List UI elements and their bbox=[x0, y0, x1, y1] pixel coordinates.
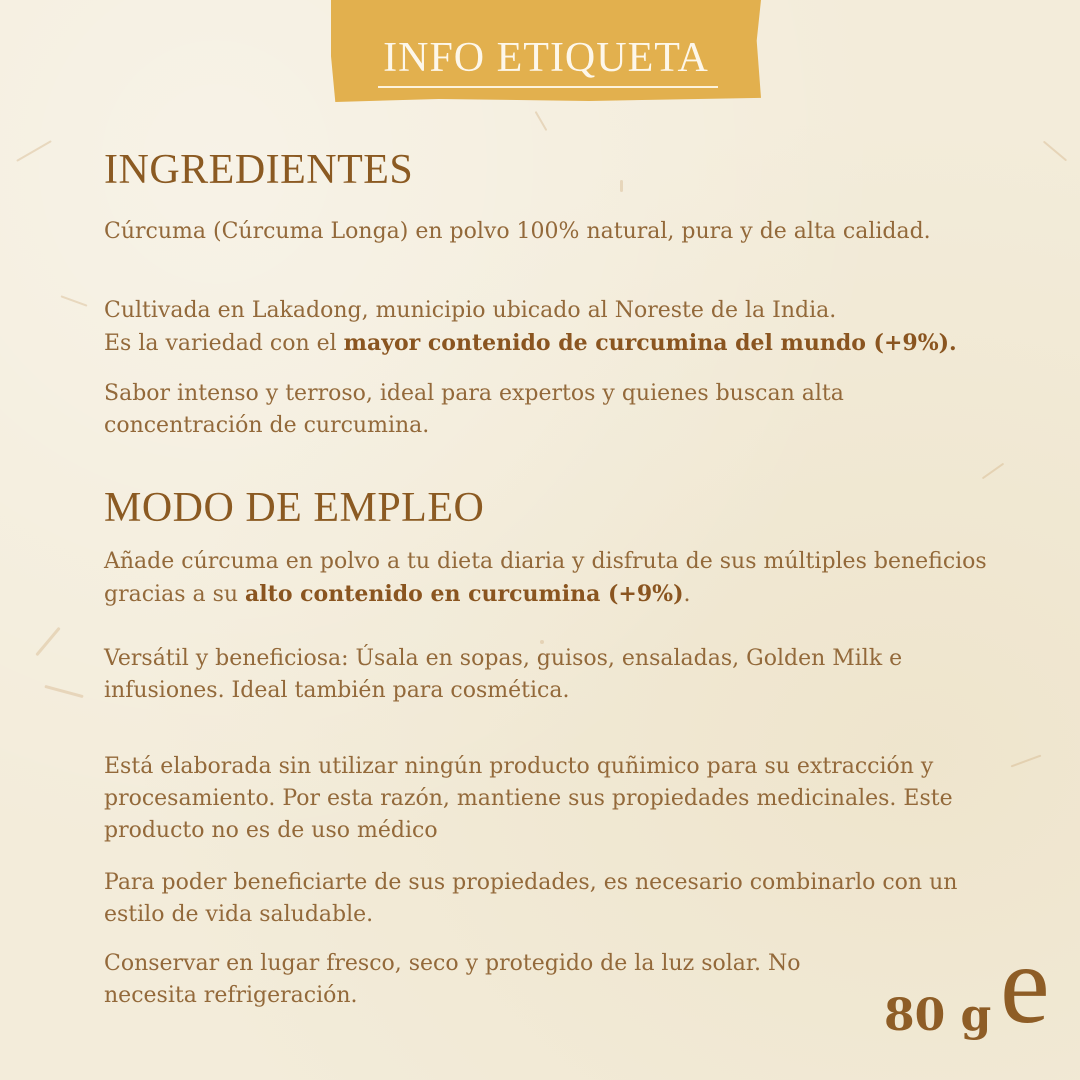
banner-underline bbox=[378, 86, 718, 88]
usage-p2-line2: infusiones. Ideal también para cosmética. bbox=[104, 678, 570, 703]
usage-p1-line2-pre: gracias a su bbox=[104, 582, 246, 607]
usage-p3-line1: Está elaborada sin utilizar ningún producto quñimico para su extracción y bbox=[104, 754, 934, 779]
paper-fiber bbox=[1043, 141, 1067, 162]
usage-paragraph-4 bbox=[104, 867, 957, 931]
usage-p1-line1: Añade cúrcuma en polvo a tu dieta diaria y disfruta de sus múltiples beneficios bbox=[104, 549, 987, 574]
ingredients-heading: INGREDIENTES bbox=[104, 147, 414, 193]
ingredients-paragraph-3 bbox=[104, 378, 844, 442]
usage-p1-line2-post: . bbox=[683, 582, 691, 607]
paper-fiber bbox=[35, 627, 60, 657]
usage-p4-line1: Para poder beneficiarte de sus propiedades, es necesario combinarlo con un bbox=[104, 870, 958, 895]
usage-p5-line1: Conservar en lugar fresco, seco y protegido de la luz solar. No bbox=[104, 951, 801, 976]
usage-p3-line2: procesamiento. Por esta razón, mantiene sus propiedades medicinales. Este bbox=[104, 786, 953, 811]
paper-fiber bbox=[44, 685, 83, 698]
paper-fiber bbox=[535, 111, 548, 131]
usage-paragraph-5 bbox=[104, 948, 800, 1012]
usage-p2-line1: Versátil y beneficiosa: Úsala en sopas, guisos, ensaladas, Golden Milk e bbox=[104, 646, 903, 671]
net-weight: 80 g bbox=[884, 990, 992, 1041]
banner-title: INFO ETIQUETA bbox=[383, 35, 709, 81]
paper-fiber bbox=[620, 180, 623, 192]
usage-heading: MODO DE EMPLEO bbox=[104, 485, 485, 531]
paper-fiber bbox=[16, 140, 52, 162]
usage-paragraph-2 bbox=[104, 643, 902, 707]
paper-fiber bbox=[982, 463, 1004, 480]
paper-fiber bbox=[1011, 755, 1042, 768]
usage-paragraph-1 bbox=[104, 546, 987, 611]
ingredients-p3-line2: concentración de curcumina. bbox=[104, 413, 430, 438]
ingredients-p2-line1: Cultivada en Lakadong, municipio ubicado al Noreste de la India. bbox=[104, 298, 837, 323]
usage-p1-highlight: alto contenido en curcumina (+9%) bbox=[245, 581, 684, 607]
ingredients-paragraph-1 bbox=[104, 216, 931, 248]
ingredients-paragraph-2 bbox=[104, 295, 957, 360]
brand-logo: e bbox=[1000, 923, 1050, 1047]
usage-p3-line3: producto no es de uso médico bbox=[104, 818, 438, 843]
ingredients-p2-line2-pre: Es la variedad con el bbox=[104, 331, 344, 356]
ingredients-p3-line1: Sabor intenso y terroso, ideal para expertos y quienes buscan alta bbox=[104, 381, 844, 406]
paper-fiber bbox=[61, 295, 88, 306]
ingredients-p1-text: Cúrcuma (Cúrcuma Longa) en polvo 100% natural, pura y de alta calidad. bbox=[104, 219, 931, 244]
usage-p5-line2: necesita refrigeración. bbox=[104, 983, 358, 1008]
usage-p4-line2: estilo de vida saludable. bbox=[104, 902, 374, 927]
ingredients-p2-highlight: mayor contenido de curcumina del mundo (+9%). bbox=[343, 330, 957, 356]
usage-paragraph-3 bbox=[104, 751, 953, 847]
